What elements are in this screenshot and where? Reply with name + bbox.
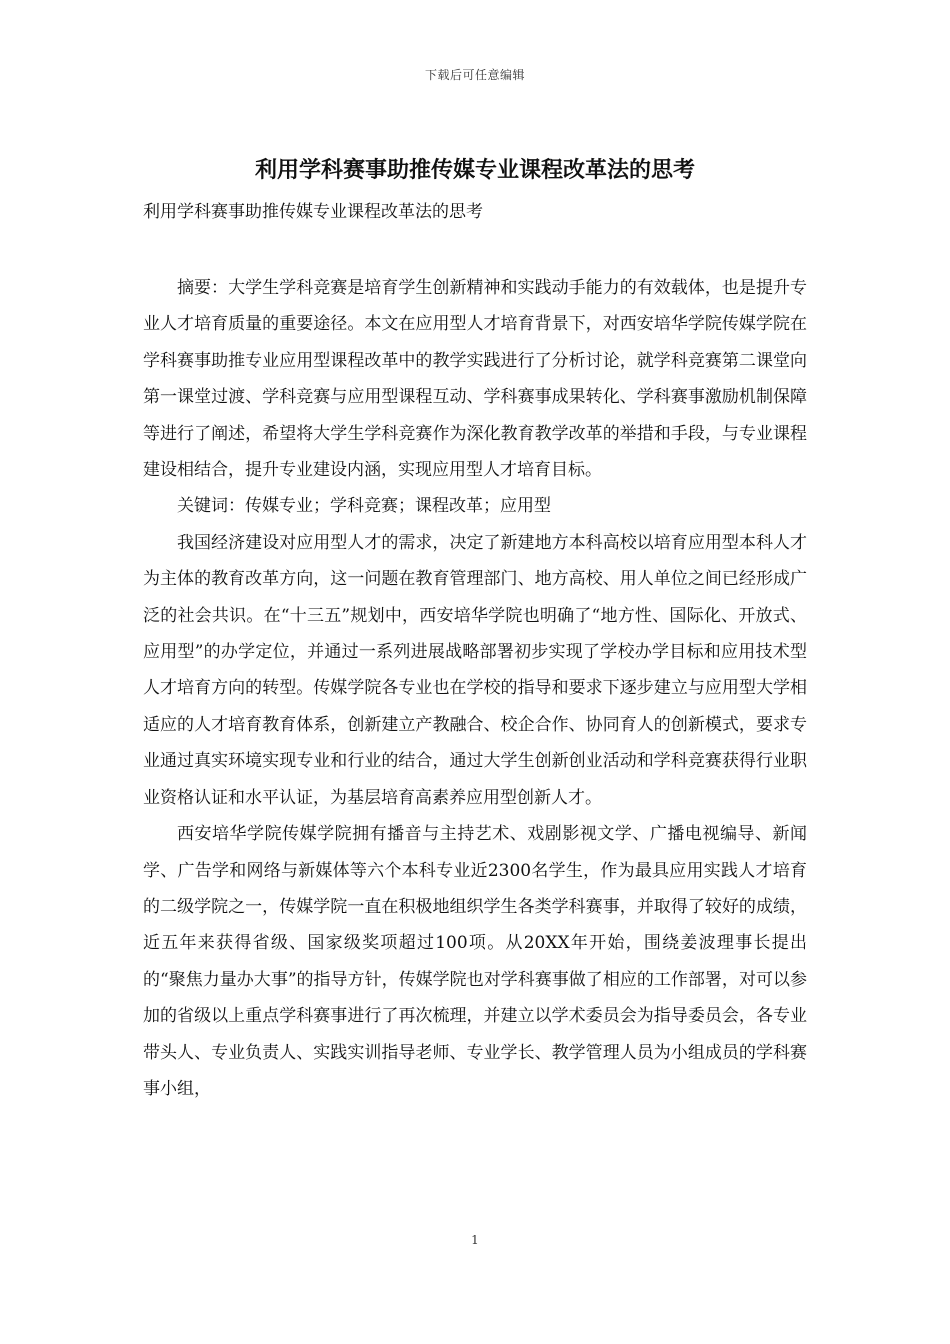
abstract-paragraph: 摘要：大学生学科竞赛是培育学生创新精神和实践动手能力的有效载体，也是提升专业人才培育质量的重要途径。本文在应用型人才培育背景下，对西安培华学院传媒学院在学科赛事助推专业应用型课程改革中的教学实践进行了分析讨论，就学科竞赛第二课堂向第一课堂过渡、学科竞赛与应用型课程互动、学科赛事成果转化、学科赛事激励机制保障等进行了阐述，希望将大学生学科竞赛作为深化教育教学改革的举措和手段，与专业课程建设相结合，提升专业建设内涵，实现应用型人才培育目标。 [143,278,807,481]
body-paragraph: 西安培华学院传媒学院拥有播音与主持艺术、戏剧影视文学、广播电视编导、新闻学、广告学和网络与新媒体等六个本科专业近2300名学生，作为最具应用实践人才培育的二级学院之一，传媒学院一直在积极地组织学生各类学科赛事，并取得了较好的成绩，近五年来获得省级、国家级奖项超过100项。从20XX年开始，围绕姜波理事长提出的“聚焦力量办大事”的指导方针，传媒学院也对学科赛事做了相应的工作部署，对可以参加的省级以上重点学科赛事进行了再次梳理，并建立以学术委员会为指导委员会，各专业带头人、专业负责人、实践实训指导老师、专业学长、教学管理人员为小组成员的学科赛事小组， [143,824,807,1099]
document-subtitle: 利用学科赛事助推传媒专业课程改革法的思考 [143,202,483,222]
page-number: 1 [471,1233,479,1247]
body-paragraph: 我国经济建设对应用型人才的需求，决定了新建地方本科高校以培育应用型本科人才为主体的教育改革方向，这一问题在教育管理部门、地方高校、用人单位之间已经形成广泛的社会共识。在“十三五”规划中，西安培华学院也明确了“地方性、国际化、开放式、应用型”的办学定位，并通过一系列进展战略部署初步实现了学校办学目标和应用技术型人才培育方向的转型。传媒学院各专业也在学校的指导和要求下逐步建立与应用型大学相适应的人才培育教育体系，创新建立产教融合、校企合作、协同育人的创新模式，要求专业通过真实环境实现专业和行业的结合，通过大学生创新创业活动和学科竞赛获得行业职业资格认证和水平认证，为基层培育高素养应用型创新人才。 [143,532,807,808]
document-title: 利用学科赛事助推传媒专业课程改革法的思考 [254,157,695,183]
header-note: 下载后可任意编辑 [424,68,525,82]
document-body [143,270,807,1107]
keywords-paragraph: 关键词：传媒专业；学科竞赛；课程改革；应用型 [177,496,551,517]
